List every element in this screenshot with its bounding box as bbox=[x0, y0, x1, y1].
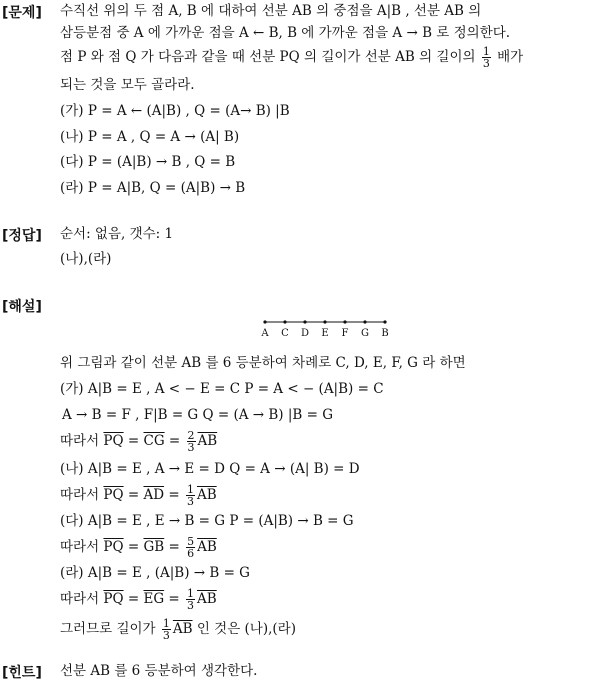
point-f-label: F bbox=[341, 328, 349, 339]
answer-tag: [정답] bbox=[2, 228, 42, 244]
solution-na-2: 따라서 $\overline{PQ} = \overline{AD}$ = $\frac{1}{3}$ $\overline{AB}$ bbox=[60, 483, 217, 508]
point-c-dot bbox=[283, 320, 286, 323]
point-d-dot bbox=[303, 320, 306, 323]
solution-da-1: (다) A|B = E , E → B = G P = (A|B) → B = G bbox=[60, 513, 354, 529]
point-a-label: A bbox=[261, 328, 269, 339]
point-b-label: B bbox=[381, 328, 389, 339]
solution-conclusion: 그러므로 길이가 $\frac{1}{3}$ $\overline{AB}$ 인 것은 (나),(라) bbox=[60, 617, 296, 642]
fraction-one-third: $\frac{1}{3}$ bbox=[482, 45, 490, 70]
solution-intro: 위 그림과 같이 선분 AB 를 6 등분하여 차례로 C, D, E, F, G 라 하면 bbox=[60, 355, 466, 371]
point-f-dot bbox=[343, 320, 346, 323]
solution-ga-3: 따라서 $\overline{PQ} = \overline{CG}$ = $\frac{2}{3}$ $\overline{AB}$ bbox=[60, 429, 218, 454]
solution-ra-1: (라) A|B = E , (A|B) → B = G bbox=[60, 565, 250, 581]
problem-tag: [문제] bbox=[2, 5, 42, 21]
problem-line-3: 점 P 와 점 Q 가 다음과 같을 때 선분 PQ 의 길이가 선분 AB 의 길이의 $\frac{1}{3}$ 배가 bbox=[60, 45, 524, 70]
answer-line-1: 순서: 없음, 갯수: 1 bbox=[60, 226, 174, 242]
answer-line-2: (나),(라) bbox=[60, 251, 112, 267]
solution-ra-2: 따라서 $\overline{PQ} = \overline{EG}$ = $\frac{1}{3}$ $\overline{AB}$ bbox=[60, 587, 217, 612]
point-a-dot bbox=[263, 320, 266, 323]
solution-na-1: (나) A|B = E , A → E = D Q = A → (A| B) = D bbox=[60, 461, 360, 477]
point-e-dot bbox=[323, 320, 326, 323]
solution-tag: [해설] bbox=[2, 299, 42, 315]
solution-da-2: 따라서 $\overline{PQ} = \overline{GB}$ = $\frac{5}{6}$ $\overline{AB}$ bbox=[60, 535, 217, 560]
point-g-dot bbox=[363, 320, 366, 323]
point-d-label: D bbox=[300, 328, 310, 339]
point-g-label: G bbox=[361, 328, 369, 339]
problem-line-4: 되는 것을 모두 골라라. bbox=[60, 77, 195, 93]
point-e-label: E bbox=[321, 328, 329, 339]
option-ga: (가) P = A ← (A|B) , Q = (A→ B) |B bbox=[60, 103, 290, 119]
option-na: (나) P = A , Q = A → (A| B) bbox=[60, 129, 240, 145]
hint-text: 선분 AB 를 6 등분하여 생각한다. bbox=[60, 663, 258, 679]
problem-line-1: 수직선 위의 두 점 A, B 에 대하여 선분 AB 의 중점을 A|B , 선분 AB 의 bbox=[60, 3, 482, 19]
solution-ga-1: (가) A|B = E , A < − E = C P = A < − (A|B) = C bbox=[60, 381, 384, 397]
point-c-label: C bbox=[281, 328, 289, 339]
solution-ga-2: A → B = F , F|B = G Q = (A → B) |B = G bbox=[62, 407, 334, 423]
option-da: (다) P = (A|B) → B , Q = B bbox=[60, 154, 236, 170]
number-line-diagram bbox=[255, 318, 395, 340]
option-ra: (라) P = A|B, Q = (A|B) → B bbox=[60, 180, 246, 196]
hint-tag: [힌트] bbox=[2, 665, 42, 681]
point-b-dot bbox=[383, 320, 386, 323]
problem-line-2: 삼등분점 중 A 에 가까운 점을 A ← B, B 에 가까운 점을 A → B 로 정의한다. bbox=[60, 25, 511, 41]
